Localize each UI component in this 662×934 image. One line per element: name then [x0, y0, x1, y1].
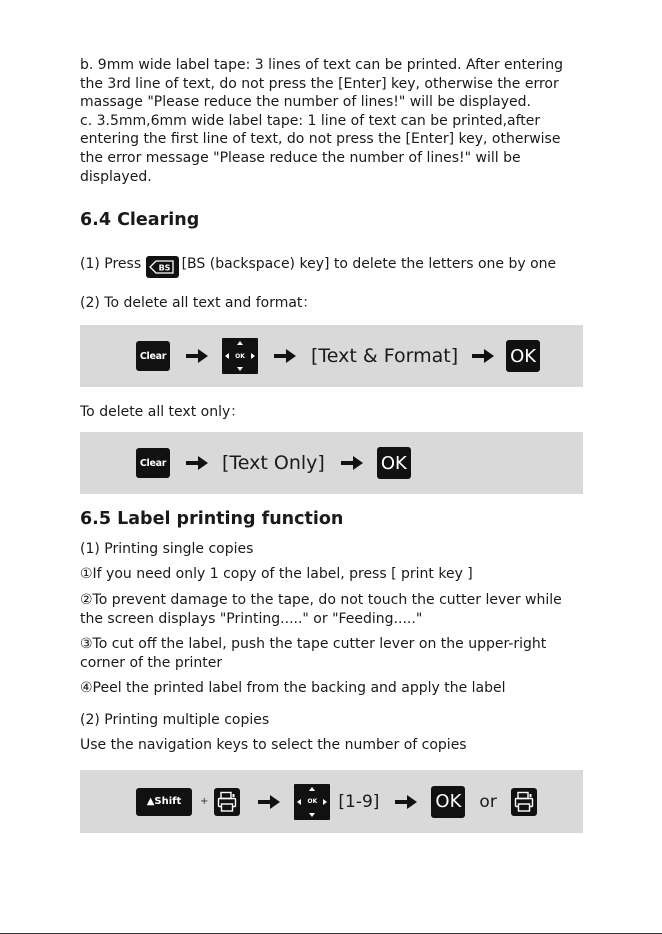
navigation-pad-icon: OK — [222, 338, 258, 374]
copies-range: [1-9] — [338, 791, 380, 812]
clear-text-format-sequence — [80, 325, 583, 387]
note-line: b. 9mm wide label tape: 3 lines of text can be printed. After entering — [80, 57, 564, 73]
note-line: massage "Please reduce the number of lines!" will be displayed. — [80, 94, 531, 111]
or-text: or — [479, 791, 497, 812]
printing-step-3: ③To cut off the label, push the tape cutter lever on the upper-right corner of the printer — [80, 636, 547, 671]
clear-key-icon: Clear — [136, 341, 170, 371]
backspace-icon — [146, 256, 179, 278]
note-line: entering the first line of text, do not press the [Enter] key, otherwise — [80, 131, 561, 148]
ok-key-icon: OK — [506, 340, 540, 372]
clearing-step-1 — [80, 256, 556, 278]
multiple-copies-sequence — [80, 770, 583, 833]
step-1-text: [BS (backspace) key] to delete the letters one by one — [181, 256, 557, 272]
svg-text:BS: BS — [158, 263, 171, 273]
note-line: c. 3.5mm,6mm wide label tape: 1 line of text can be printed,after — [80, 112, 541, 129]
step-1-prefix: (1) Press — [80, 256, 142, 272]
printing-single-heading: (1) Printing single copies — [80, 541, 254, 557]
clearing-step-2: (2) To delete all text and format： — [80, 295, 317, 311]
arrow-right-icon — [339, 455, 365, 471]
clear-text-only-sequence — [80, 432, 583, 494]
section-heading-printing: 6.5 Label printing function — [80, 509, 344, 529]
arrow-right-icon — [184, 455, 210, 471]
arrow-right-icon — [470, 348, 496, 364]
tape-width-notes — [80, 56, 585, 186]
shift-key-icon: ▲Shift — [136, 788, 192, 816]
print-icon — [214, 788, 240, 816]
arrow-right-icon — [256, 794, 282, 810]
plus-sign: + — [200, 796, 209, 807]
option-text-and-format: [Text & Format] — [311, 345, 459, 367]
note-line: the error message "Please reduce the number of lines!" will be — [80, 149, 521, 166]
option-text-only: [Text Only] — [222, 452, 325, 474]
printing-multiple-text: Use the navigation keys to select the number of copies — [80, 737, 467, 753]
section-heading-clearing: 6.4 Clearing — [80, 210, 200, 230]
ok-key-icon: OK — [431, 786, 465, 818]
note-line: the 3rd line of text, do not press the [Enter] key, otherwise the error — [80, 75, 559, 92]
printing-step-2: ②To prevent damage to the tape, do not touch the cutter lever while the screen displays "Printing....." or "Feeding....." — [80, 592, 562, 627]
navigation-pad-icon: OK — [294, 784, 330, 820]
text-only-intro: To delete all text only： — [80, 404, 245, 420]
printing-step-1: ①If you need only 1 copy of the label, press [ print key ] — [80, 566, 473, 582]
clear-key-icon: Clear — [136, 448, 170, 478]
printing-step-4: ④Peel the printed label from the backing and apply the label — [80, 680, 506, 696]
arrow-right-icon — [393, 794, 419, 810]
note-line: displayed. — [80, 168, 152, 185]
arrow-right-icon — [184, 348, 210, 364]
ok-key-icon: OK — [377, 447, 411, 479]
print-icon — [511, 788, 537, 816]
arrow-right-icon — [272, 348, 298, 364]
printing-multiple-heading: (2) Printing multiple copies — [80, 712, 270, 728]
